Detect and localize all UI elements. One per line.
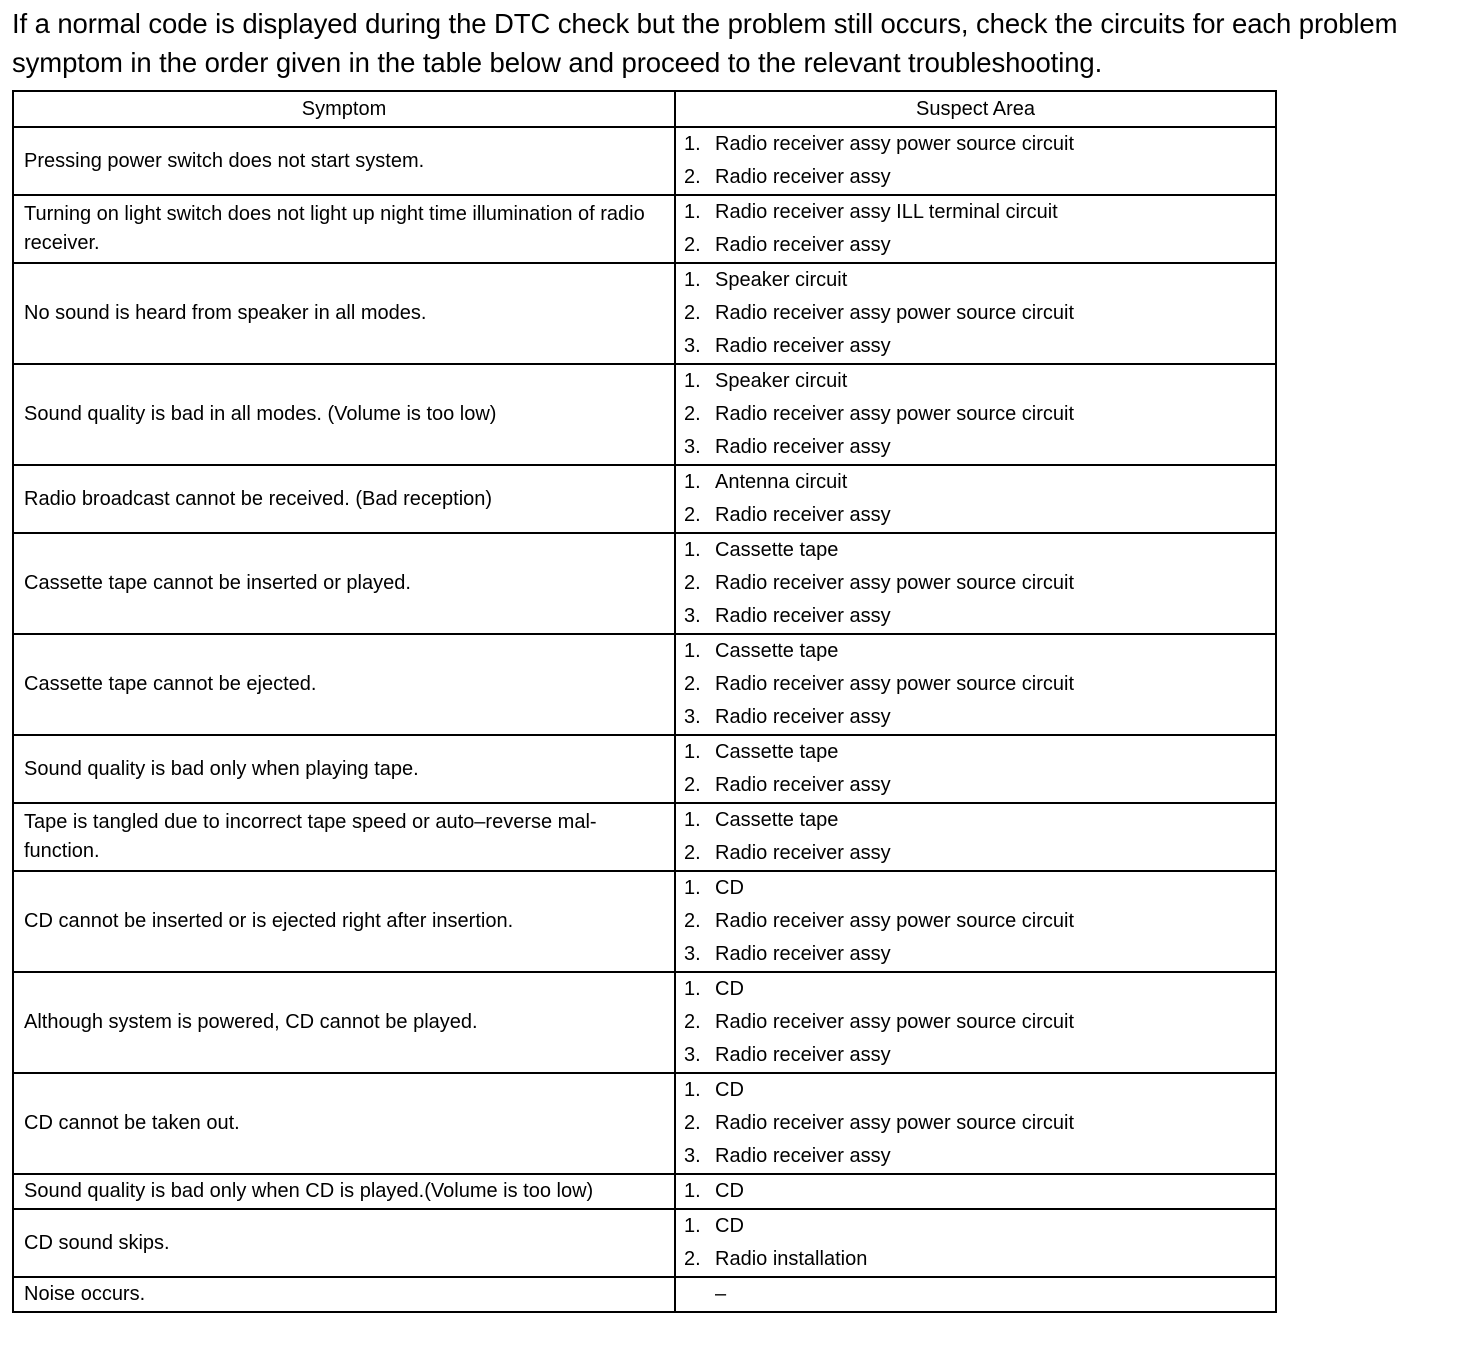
suspect-area-item bbox=[684, 567, 1267, 600]
suspect-area-number: 2. bbox=[684, 302, 701, 324]
symptom-cell: Sound quality is bad in all modes. (Volume is too low) bbox=[13, 364, 675, 465]
suspect-area-cell bbox=[675, 1277, 1276, 1312]
suspect-area-number: 1. bbox=[684, 471, 701, 493]
suspect-area-list bbox=[684, 264, 1267, 363]
suspect-area-text: CD bbox=[715, 1180, 744, 1202]
suspect-area-list bbox=[684, 1278, 1267, 1311]
suspect-area-number: 2. bbox=[684, 1112, 701, 1134]
suspect-area-item bbox=[684, 1210, 1267, 1243]
suspect-area-item bbox=[684, 264, 1267, 297]
suspect-area-number: 1. bbox=[684, 370, 701, 392]
symptom-cell: No sound is heard from speaker in all modes. bbox=[13, 263, 675, 364]
suspect-area-list bbox=[684, 1074, 1267, 1173]
suspect-area-list bbox=[684, 1175, 1267, 1208]
suspect-area-number: 3. bbox=[684, 605, 701, 627]
suspect-area-item bbox=[684, 701, 1267, 734]
suspect-area-list bbox=[684, 466, 1267, 532]
suspect-area-item bbox=[684, 1175, 1267, 1208]
suspect-area-item bbox=[684, 938, 1267, 971]
suspect-area-list bbox=[684, 365, 1267, 464]
table-row bbox=[13, 634, 1276, 735]
suspect-area-number: 2. bbox=[684, 166, 701, 188]
table-row bbox=[13, 127, 1276, 195]
table-row bbox=[13, 364, 1276, 465]
suspect-area-list bbox=[684, 872, 1267, 971]
suspect-area-text: CD bbox=[715, 1215, 744, 1237]
suspect-area-list bbox=[684, 973, 1267, 1072]
suspect-area-cell bbox=[675, 634, 1276, 735]
suspect-area-text: Radio receiver assy ILL terminal circuit bbox=[715, 201, 1058, 223]
symptom-cell: Turning on light switch does not light up night time illumination of radio receiver. bbox=[13, 195, 675, 263]
suspect-area-number: 1. bbox=[684, 133, 701, 155]
suspect-area-item bbox=[684, 1243, 1267, 1276]
suspect-area-text: Radio receiver assy power source circuit bbox=[715, 133, 1075, 155]
suspect-area-number: 1. bbox=[684, 978, 701, 1000]
suspect-area-item bbox=[684, 466, 1267, 499]
suspect-area-text: Speaker circuit bbox=[715, 269, 848, 291]
symptom-cell: Sound quality is bad only when CD is played.(Volume is too low) bbox=[13, 1174, 675, 1209]
suspect-area-text: Radio receiver assy power source circuit bbox=[715, 1112, 1075, 1134]
symptom-column-header: Symptom bbox=[13, 91, 675, 127]
suspect-area-number: 2. bbox=[684, 673, 701, 695]
symptom-cell: Pressing power switch does not start system. bbox=[13, 127, 675, 195]
symptom-cell: CD cannot be taken out. bbox=[13, 1073, 675, 1174]
suspect-area-text: Antenna circuit bbox=[715, 471, 848, 493]
suspect-area-text: CD bbox=[715, 1079, 744, 1101]
suspect-area-text: – bbox=[715, 1283, 727, 1305]
suspect-area-text: Radio receiver assy bbox=[715, 234, 891, 256]
suspect-area-text: Radio receiver assy bbox=[715, 706, 891, 728]
suspect-area-item bbox=[684, 297, 1267, 330]
suspect-area-text: Radio receiver assy bbox=[715, 943, 891, 965]
suspect-area-text: Radio receiver assy bbox=[715, 774, 891, 796]
suspect-area-cell bbox=[675, 533, 1276, 634]
suspect-area-list bbox=[684, 196, 1267, 262]
suspect-area-item bbox=[684, 973, 1267, 1006]
suspect-area-text: Cassette tape bbox=[715, 640, 839, 662]
suspect-area-text: Radio receiver assy bbox=[715, 1044, 891, 1066]
suspect-area-item bbox=[684, 229, 1267, 262]
suspect-area-text: Radio receiver assy power source circuit bbox=[715, 673, 1075, 695]
suspect-area-number: 3. bbox=[684, 436, 701, 458]
suspect-area-list bbox=[684, 635, 1267, 734]
suspect-area-cell bbox=[675, 735, 1276, 803]
suspect-area-text: Radio receiver assy power source circuit bbox=[715, 302, 1075, 324]
suspect-area-text: Radio receiver assy power source circuit bbox=[715, 910, 1075, 932]
suspect-area-item bbox=[684, 736, 1267, 769]
table-row bbox=[13, 533, 1276, 634]
suspect-area-cell bbox=[675, 127, 1276, 195]
table-header-row bbox=[13, 91, 1276, 127]
suspect-area-number: 3. bbox=[684, 706, 701, 728]
suspect-area-cell bbox=[675, 871, 1276, 972]
symptom-cell: Sound quality is bad only when playing tape. bbox=[13, 735, 675, 803]
suspect-area-text: Radio receiver assy bbox=[715, 436, 891, 458]
suspect-area-cell bbox=[675, 1174, 1276, 1209]
table-row bbox=[13, 871, 1276, 972]
table-row bbox=[13, 1277, 1276, 1312]
suspect-area-number: 2. bbox=[684, 234, 701, 256]
suspect-area-text: Radio receiver assy bbox=[715, 1145, 891, 1167]
symptom-cell: Radio broadcast cannot be received. (Bad reception) bbox=[13, 465, 675, 533]
suspect-area-number: 3. bbox=[684, 335, 701, 357]
suspect-area-item bbox=[684, 600, 1267, 633]
suspect-area-item bbox=[684, 1039, 1267, 1072]
table-row bbox=[13, 465, 1276, 533]
suspect-area-number: 1. bbox=[684, 1215, 701, 1237]
suspect-area-text: Radio receiver assy bbox=[715, 842, 891, 864]
suspect-area-item bbox=[684, 804, 1267, 837]
symptom-cell: Although system is powered, CD cannot be played. bbox=[13, 972, 675, 1073]
suspect-area-number: 1. bbox=[684, 809, 701, 831]
suspect-area-number: 2. bbox=[684, 1011, 701, 1033]
symptom-cell: Noise occurs. bbox=[13, 1277, 675, 1312]
suspect-area-item bbox=[684, 1278, 1267, 1311]
symptom-cell: Cassette tape cannot be ejected. bbox=[13, 634, 675, 735]
suspect-area-item bbox=[684, 161, 1267, 194]
symptom-cell: Tape is tangled due to incorrect tape speed or auto–reverse mal-function. bbox=[13, 803, 675, 871]
suspect-area-text: Radio receiver assy bbox=[715, 335, 891, 357]
table-row bbox=[13, 1073, 1276, 1174]
suspect-area-list bbox=[684, 534, 1267, 633]
table-row bbox=[13, 803, 1276, 871]
suspect-area-cell bbox=[675, 972, 1276, 1073]
suspect-area-item bbox=[684, 668, 1267, 701]
table-row bbox=[13, 1209, 1276, 1277]
suspect-area-item bbox=[684, 330, 1267, 363]
suspect-area-item bbox=[684, 398, 1267, 431]
suspect-area-item bbox=[684, 769, 1267, 802]
problem-symptoms-table bbox=[12, 90, 1277, 1313]
suspect-area-item bbox=[684, 1107, 1267, 1140]
suspect-area-item bbox=[684, 365, 1267, 398]
suspect-area-item bbox=[684, 635, 1267, 668]
symptom-cell: Cassette tape cannot be inserted or played. bbox=[13, 533, 675, 634]
suspect-area-text: Radio receiver assy power source circuit bbox=[715, 572, 1075, 594]
suspect-area-cell bbox=[675, 195, 1276, 263]
suspect-area-text: Radio receiver assy bbox=[715, 504, 891, 526]
suspect-area-item bbox=[684, 1006, 1267, 1039]
suspect-area-number: 1. bbox=[684, 1079, 701, 1101]
table-row bbox=[13, 735, 1276, 803]
suspect-area-number: 2. bbox=[684, 1248, 701, 1270]
suspect-area-number: 2. bbox=[684, 910, 701, 932]
suspect-area-number: 2. bbox=[684, 403, 701, 425]
suspect-area-item bbox=[684, 534, 1267, 567]
suspect-area-text: Radio receiver assy power source circuit bbox=[715, 1011, 1075, 1033]
suspect-area-number: 2. bbox=[684, 774, 701, 796]
suspect-area-item bbox=[684, 1140, 1267, 1173]
suspect-area-number: 1. bbox=[684, 741, 701, 763]
suspect-area-number: 2. bbox=[684, 504, 701, 526]
suspect-area-text: Radio receiver assy bbox=[715, 166, 891, 188]
suspect-area-number: 1. bbox=[684, 201, 701, 223]
suspect-area-list bbox=[684, 128, 1267, 194]
table-row bbox=[13, 1174, 1276, 1209]
suspect-area-text: Radio installation bbox=[715, 1248, 868, 1270]
table-row bbox=[13, 972, 1276, 1073]
suspect-area-text: Cassette tape bbox=[715, 809, 839, 831]
intro-paragraph: If a normal code is displayed during the DTC check but the problem still occurs, check the circuits for each problem symptom in the order given in the table below and proceed to the relevant troubleshooting. bbox=[12, 8, 1398, 78]
suspect-area-text: CD bbox=[715, 978, 744, 1000]
suspect-area-text: Cassette tape bbox=[715, 539, 839, 561]
suspect-area-number: 3. bbox=[684, 943, 701, 965]
suspect-area-cell bbox=[675, 803, 1276, 871]
suspect-area-cell bbox=[675, 364, 1276, 465]
suspect-area-item bbox=[684, 1074, 1267, 1107]
suspect-area-item bbox=[684, 499, 1267, 532]
suspect-area-list bbox=[684, 736, 1267, 802]
suspect-area-item bbox=[684, 128, 1267, 161]
suspect-area-number: 1. bbox=[684, 877, 701, 899]
suspect-area-text: Speaker circuit bbox=[715, 370, 848, 392]
suspect-area-number: 1. bbox=[684, 1180, 701, 1202]
suspect-area-column-header: Suspect Area bbox=[675, 91, 1276, 127]
symptom-cell: CD cannot be inserted or is ejected right after insertion. bbox=[13, 871, 675, 972]
suspect-area-item bbox=[684, 431, 1267, 464]
suspect-area-cell bbox=[675, 1073, 1276, 1174]
suspect-area-number: 3. bbox=[684, 1145, 701, 1167]
symptom-cell: CD sound skips. bbox=[13, 1209, 675, 1277]
suspect-area-text: CD bbox=[715, 877, 744, 899]
suspect-area-number: 2. bbox=[684, 842, 701, 864]
suspect-area-number: 1. bbox=[684, 539, 701, 561]
suspect-area-list bbox=[684, 804, 1267, 870]
table-body bbox=[13, 127, 1276, 1312]
suspect-area-list bbox=[684, 1210, 1267, 1276]
suspect-area-text: Cassette tape bbox=[715, 741, 839, 763]
suspect-area-number: 2. bbox=[684, 572, 701, 594]
table-row bbox=[13, 263, 1276, 364]
suspect-area-cell bbox=[675, 1209, 1276, 1277]
suspect-area-number: 1. bbox=[684, 269, 701, 291]
suspect-area-number: 3. bbox=[684, 1044, 701, 1066]
suspect-area-cell bbox=[675, 263, 1276, 364]
table-row bbox=[13, 195, 1276, 263]
suspect-area-item bbox=[684, 837, 1267, 870]
suspect-area-item bbox=[684, 872, 1267, 905]
suspect-area-item bbox=[684, 905, 1267, 938]
suspect-area-text: Radio receiver assy bbox=[715, 605, 891, 627]
suspect-area-text: Radio receiver assy power source circuit bbox=[715, 403, 1075, 425]
suspect-area-item bbox=[684, 196, 1267, 229]
suspect-area-number: 1. bbox=[684, 640, 701, 662]
suspect-area-cell bbox=[675, 465, 1276, 533]
